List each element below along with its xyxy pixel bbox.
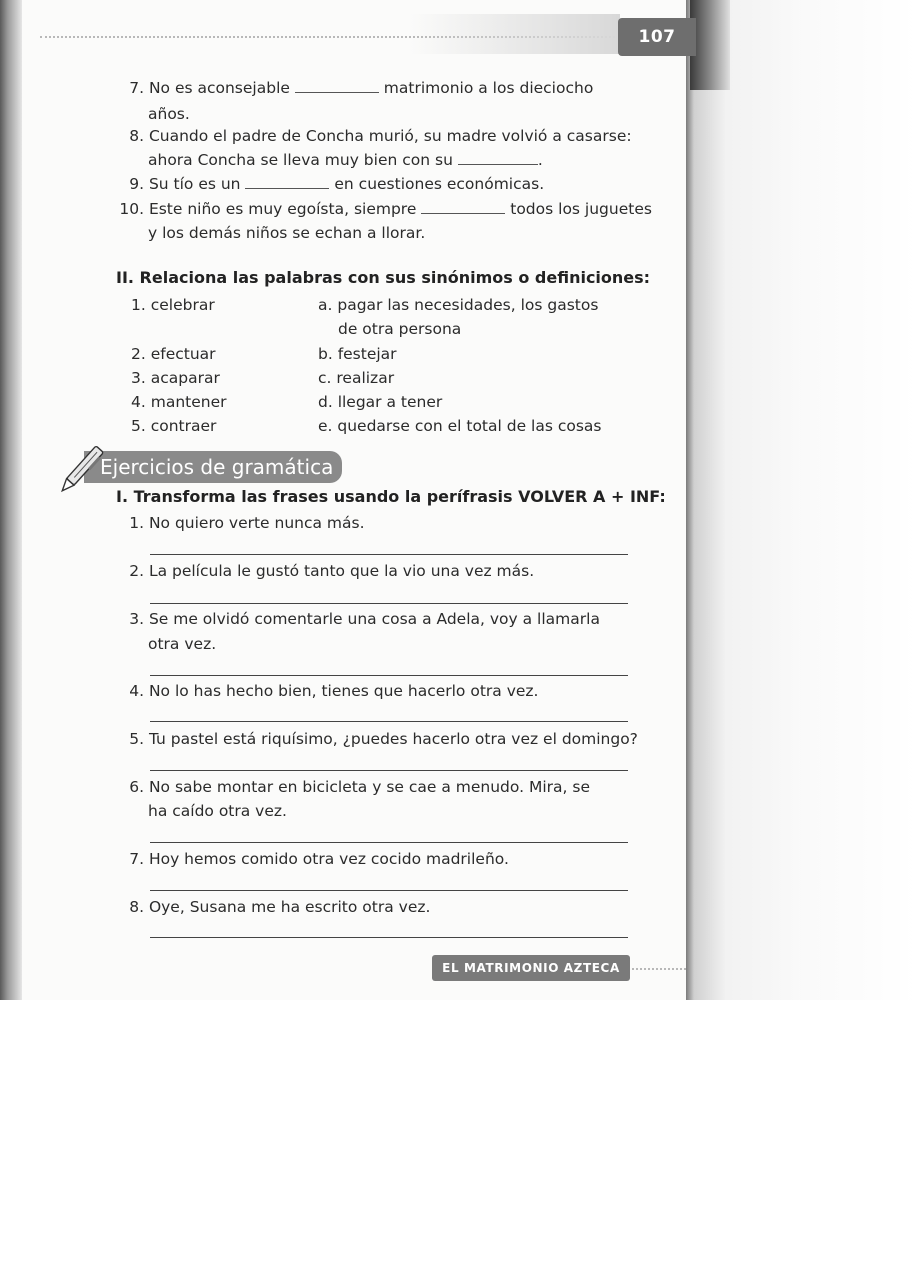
grammar-heading: I. Transforma las frases usando la perífrasis VOLVER A + INF: [116, 487, 666, 506]
item-number: 9. [129, 175, 144, 193]
match-left-item: 3. acaparar [131, 369, 220, 387]
item-number: 3. [129, 610, 144, 628]
grammar-item-8 [104, 897, 430, 917]
vocab-sentence-7 [104, 78, 593, 98]
answer-line[interactable] [150, 721, 628, 722]
item-number: 2. [129, 562, 144, 580]
blank-line[interactable] [458, 150, 538, 165]
match-left-item: 1. celebrar [131, 296, 215, 314]
grammar-item-7 [104, 849, 509, 869]
sentence-text: No quiero verte nunca más. [148, 514, 365, 532]
blank-line[interactable] [295, 78, 379, 93]
match-right-item: c. realizar [318, 369, 395, 387]
sentence-text: todos los juguetes [510, 200, 652, 218]
match-right-item: d. llegar a tener [318, 393, 443, 411]
grammar-item-2 [104, 561, 534, 581]
pen-icon [56, 440, 106, 500]
match-right-item: b. festejar [318, 345, 397, 363]
item-number: 4. [129, 682, 144, 700]
sentence-text: . [537, 151, 543, 169]
answer-line[interactable] [150, 770, 628, 771]
answer-line[interactable] [150, 842, 628, 843]
grammar-section-banner: Ejercicios de gramática [84, 451, 342, 483]
sentence-text: No lo has hecho bien, tienes que hacerlo otra vez. [148, 682, 539, 700]
sentence-text: Se me olvidó comentarle una cosa a Adela, voy a llamarla [148, 610, 600, 628]
blank-line[interactable] [245, 174, 329, 189]
sentence-text: en cuestiones económicas. [334, 175, 545, 193]
answer-line[interactable] [150, 603, 628, 604]
sentence-text: Este niño es muy egoísta, siempre [148, 200, 417, 218]
vocab-sentence-8-cont [148, 150, 543, 170]
sentence-text: No es aconsejable [148, 79, 290, 97]
sentence-text: matrimonio a los dieciocho [383, 79, 594, 97]
answer-line[interactable] [150, 554, 628, 555]
match-right-item: e. quedarse con el total de las cosas [318, 417, 602, 435]
section-heading: II. Relaciona las palabras con sus sinónimos o definiciones: [116, 268, 651, 287]
match-left-item: 4. mantener [131, 393, 227, 411]
match-left-item: 5. contraer [131, 417, 217, 435]
match-left-item: 2. efectuar [131, 345, 216, 363]
item-number: 6. [129, 778, 144, 796]
vocab-sentence-10-cont: y los demás niños se echan a llorar. [148, 224, 426, 242]
grammar-item-5 [104, 729, 638, 749]
grammar-item-1 [104, 513, 365, 533]
grammar-item-6-cont: ha caído otra vez. [148, 802, 287, 820]
vocab-sentence-10 [104, 199, 652, 219]
item-number: 5. [129, 730, 144, 748]
sentence-text: Su tío es un [148, 175, 241, 193]
item-number: 1. [129, 514, 144, 532]
top-edge-shadow [690, 0, 730, 90]
sentence-text: Cuando el padre de Concha murió, su madre volvió a casarse: [148, 127, 632, 145]
grammar-item-4 [104, 681, 538, 701]
item-number: 8. [129, 898, 144, 916]
match-right-item: a. pagar las necesidades, los gastos [318, 296, 599, 314]
book-spine-shadow [0, 0, 22, 1000]
sentence-text: No sabe montar en bicicleta y se cae a menudo. Mira, se [148, 778, 590, 796]
answer-line[interactable] [150, 937, 628, 938]
grammar-item-3-cont: otra vez. [148, 635, 217, 653]
page-edge-shadow [686, 0, 918, 1000]
header-band [410, 14, 620, 54]
sentence-text: La película le gustó tanto que la vio una vez más. [148, 562, 535, 580]
footer-chapter-title: EL MATRIMONIO AZTECA [432, 955, 630, 981]
item-number: 8. [129, 127, 144, 145]
grammar-item-3 [104, 609, 600, 629]
vocab-sentence-7-cont: años. [148, 105, 190, 123]
sentence-text: Tu pastel está riquísimo, ¿puedes hacerlo otra vez el domingo? [148, 730, 638, 748]
vocab-sentence-8 [104, 126, 632, 146]
item-number: 7. [129, 79, 144, 97]
blank-line[interactable] [421, 199, 505, 214]
footer-dotted-rule [632, 968, 686, 970]
item-number: 10. [119, 200, 144, 218]
item-number: 7. [129, 850, 144, 868]
sentence-text: ahora Concha se lleva muy bien con su [148, 151, 453, 169]
sentence-text: Hoy hemos comido otra vez cocido madrileño. [148, 850, 509, 868]
answer-line[interactable] [150, 890, 628, 891]
grammar-item-6 [104, 777, 590, 797]
page-number: 107 [618, 18, 696, 56]
vocab-sentence-9 [104, 174, 544, 194]
match-right-item-cont: de otra persona [338, 320, 462, 338]
answer-line[interactable] [150, 675, 628, 676]
sentence-text: Oye, Susana me ha escrito otra vez. [148, 898, 431, 916]
